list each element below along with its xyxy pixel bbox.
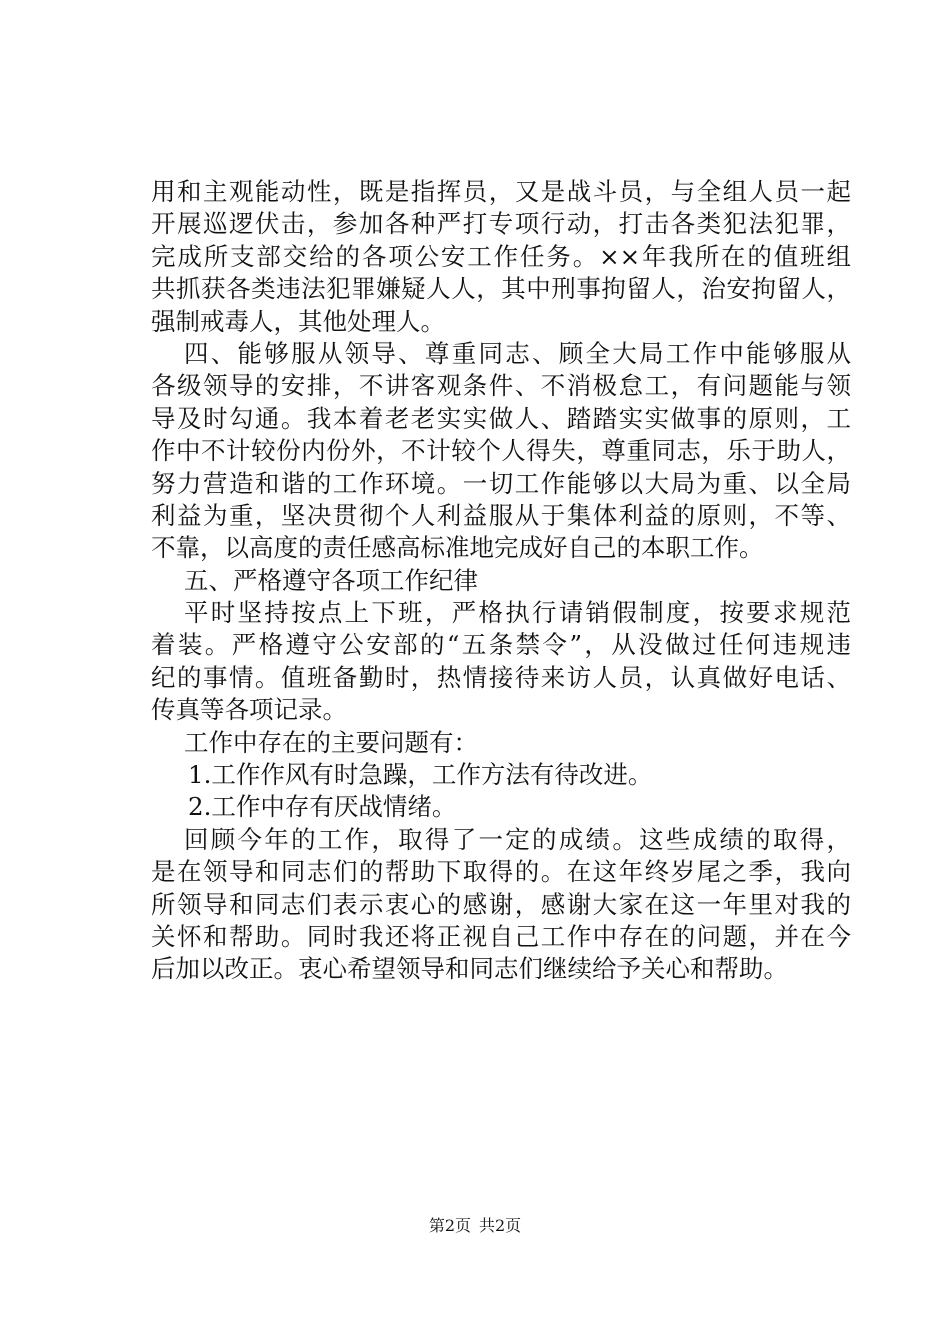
text-line: 回顾今年的工作，取得了一定的成绩。这些成绩的取得，: [184, 824, 851, 854]
list-item: 1.工作作风有时急躁，工作方法有待改进。: [188, 760, 653, 790]
text-line: 不靠，以高度的责任感高标准地完成好自己的本职工作。: [151, 533, 764, 563]
text-line: 用和主观能动性，既是指挥员，又是战斗员，与全组人员一起: [151, 177, 851, 206]
text-line: 关怀和帮助。同时我还将正视自己工作中存在的问题，并在今: [151, 921, 851, 951]
text-line: 利益为重，坚决贯彻个人利益服从于集体利益的原则，不等、: [151, 500, 851, 530]
problems-heading: 工作中存在的主要问题有：: [184, 727, 478, 757]
text-line: 是在领导和同志们的帮助下取得的。在这年终岁尾之季，我向: [151, 857, 851, 887]
section-heading-four: 四、能够服从领导、尊重同志、顾全大局工作中能够服从: [184, 338, 851, 368]
text-line: 作中不计较份内份外，不计较个人得失，尊重同志，乐于助人，: [151, 436, 851, 466]
text-line: 开展巡逻伏击，参加各种严打专项行动，打击各类犯法犯罪，: [151, 209, 851, 239]
list-item: 2.工作中存有厌战情绪。: [188, 792, 457, 822]
text-line: 共抓获各类违法犯罪嫌疑人人，其中刑事拘留人，治安拘留人，: [151, 274, 851, 304]
document-body: [151, 176, 851, 986]
page-number: 第2页: [428, 1216, 471, 1235]
text-line: 平时坚持按点上下班，严格执行请销假制度，按要求规范: [184, 598, 851, 628]
text-line: 纪的事情。值班备勤时，热情接待来访人员，认真做好电话、: [151, 662, 851, 692]
section-heading-five: 五、严格遵守各项工作纪律: [184, 565, 478, 595]
text-line: 各级领导的安排，不讲客观条件、不消极怠工，有问题能与领: [151, 371, 851, 401]
text-line: 所领导和同志们表示衷心的感谢，感谢大家在这一年里对我的: [151, 889, 851, 919]
text-line: 着装。严格遵守公安部的“五条禁令”，从没做过任何违规违: [151, 630, 851, 660]
text-line: 导及时勾通。我本着老老实实做人、踏踏实实做事的原则，工: [151, 403, 851, 433]
page-total: 共2页: [479, 1216, 522, 1235]
page-footer: [0, 1216, 950, 1236]
text-line: 强制戒毒人，其他处理人。: [151, 306, 445, 336]
text-line: 传真等各项记录。: [151, 695, 347, 725]
text-line: 努力营造和谐的工作环境。一切工作能够以大局为重、以全局: [151, 468, 851, 498]
text-line: 后加以改正。衷心希望领导和同志们继续给予关心和帮助。: [151, 954, 788, 984]
text-line: 完成所支部交给的各项公安工作任务。××年我所在的值班组: [151, 241, 851, 271]
